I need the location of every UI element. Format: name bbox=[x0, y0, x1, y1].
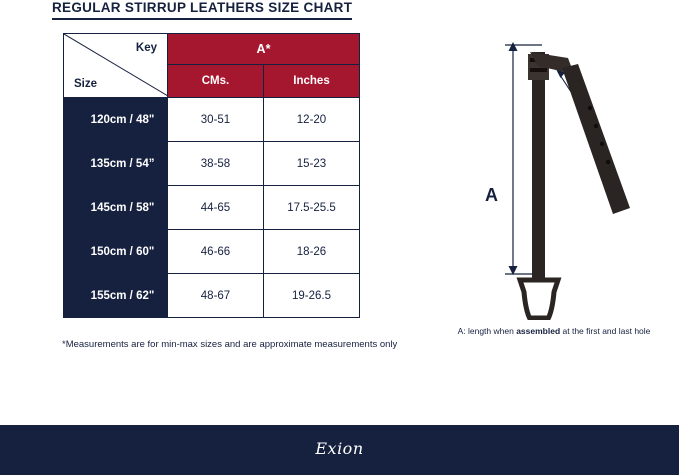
row-inches-value: 18-26 bbox=[264, 230, 360, 274]
row-cms-value: 46-66 bbox=[168, 230, 264, 274]
table-row bbox=[64, 98, 360, 142]
row-cms-value: 44-65 bbox=[168, 186, 264, 230]
row-size-label: 145cm / 58" bbox=[64, 186, 168, 230]
row-size-label: 155cm / 62" bbox=[64, 274, 168, 318]
dimension-label-a: A bbox=[485, 185, 498, 205]
footer-bar bbox=[0, 425, 679, 475]
table-row bbox=[64, 230, 360, 274]
stirrup-leather-illustration bbox=[450, 30, 665, 320]
header-group-a: A* bbox=[168, 34, 360, 65]
row-size-label: 150cm / 60" bbox=[64, 230, 168, 274]
corner-size-label: Size bbox=[74, 78, 98, 90]
row-cms-value: 30-51 bbox=[168, 98, 264, 142]
measurements-footnote: *Measurements are for min-max sizes and are approximate measurements only bbox=[62, 339, 398, 350]
row-cms-value: 48-67 bbox=[168, 274, 264, 318]
caption-prefix: A: length when bbox=[457, 326, 517, 336]
corner-key-size-cell bbox=[64, 34, 168, 98]
table-row bbox=[64, 142, 360, 186]
row-cms-value: 38-58 bbox=[168, 142, 264, 186]
row-inches-value: 19-26.5 bbox=[264, 274, 360, 318]
page-title: REGULAR STIRRUP LEATHERS SIZE CHART bbox=[52, 0, 352, 20]
caption-bold: assembled bbox=[516, 326, 561, 336]
table-row bbox=[64, 274, 360, 318]
header-cms: CMs. bbox=[168, 65, 264, 98]
brand-logo: Exion bbox=[315, 439, 364, 458]
row-size-label: 120cm / 48" bbox=[64, 98, 168, 142]
table-header-row bbox=[64, 34, 360, 65]
caption-suffix: at the first and last hole bbox=[560, 326, 651, 336]
size-chart-table bbox=[63, 33, 360, 318]
row-inches-value: 15-23 bbox=[264, 142, 360, 186]
corner-key-label: Key bbox=[135, 42, 157, 54]
row-size-label: 135cm / 54” bbox=[64, 142, 168, 186]
table-row bbox=[64, 186, 360, 230]
header-inches: Inches bbox=[264, 65, 360, 98]
diagram-caption bbox=[434, 326, 674, 336]
row-inches-value: 17.5-25.5 bbox=[264, 186, 360, 230]
row-inches-value: 12-20 bbox=[264, 98, 360, 142]
stirrup-leather-diagram bbox=[450, 30, 665, 320]
